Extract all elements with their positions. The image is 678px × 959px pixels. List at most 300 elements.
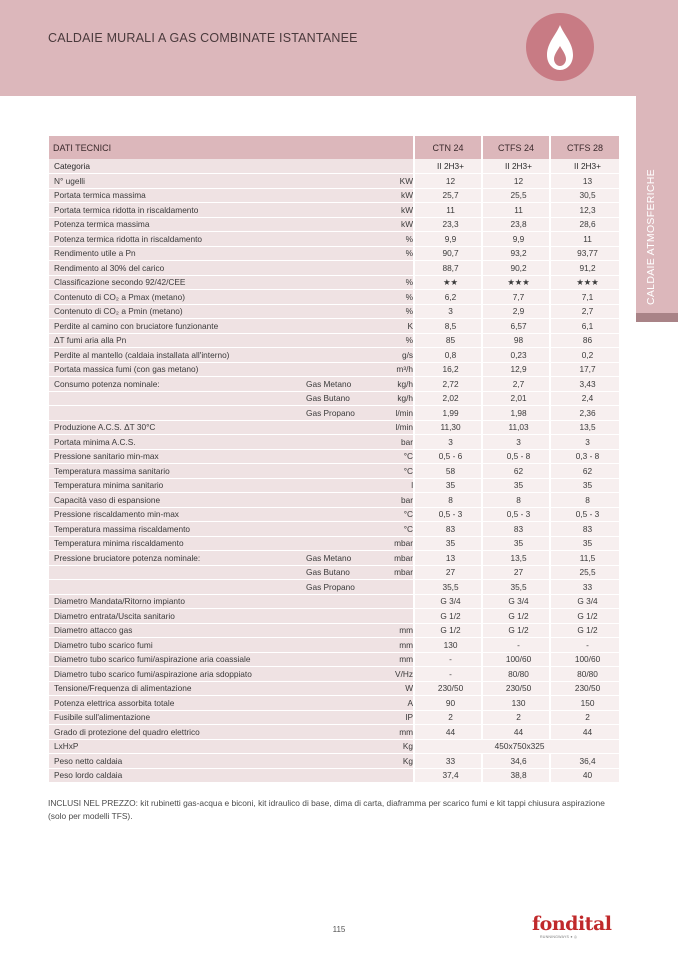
row-label: Contenuto di CO₂ a Pmin (metano) — [49, 304, 301, 319]
table-row — [49, 594, 619, 609]
row-value: G 1/2 — [414, 609, 482, 624]
row-value: 35,5 — [414, 580, 482, 595]
row-label: Diametro tubo scarico fumi/aspirazione aria sdoppiato — [49, 667, 301, 682]
table-row — [49, 203, 619, 218]
row-value: 0,8 — [414, 348, 482, 363]
row-unit: bar — [365, 435, 414, 450]
row-label: Temperatura minima riscaldamento — [49, 536, 301, 551]
row-value: 2 — [414, 710, 482, 725]
row-sublabel — [301, 232, 365, 247]
row-sublabel — [301, 754, 365, 769]
table-body — [49, 159, 619, 783]
row-value: 35 — [414, 478, 482, 493]
row-value: 44 — [482, 725, 550, 740]
page-number: 115 — [332, 925, 346, 934]
table-row — [49, 754, 619, 769]
table-row — [49, 638, 619, 653]
row-value: G 1/2 — [550, 609, 619, 624]
brand-tagline: RUNNINGWAYS ● ◎ — [540, 935, 578, 939]
row-unit: % — [365, 304, 414, 319]
row-value: 90 — [414, 696, 482, 711]
row-value: 8 — [550, 493, 619, 508]
row-value: 27 — [482, 565, 550, 580]
row-value: 3 — [414, 435, 482, 450]
table-row — [49, 623, 619, 638]
row-value: 33 — [550, 580, 619, 595]
row-sublabel: Gas Propano — [301, 580, 365, 595]
row-value: 93,2 — [482, 246, 550, 261]
row-value: 27 — [414, 565, 482, 580]
table-row — [49, 565, 619, 580]
row-sublabel — [301, 348, 365, 363]
row-unit: °C — [365, 522, 414, 537]
row-value: 25,5 — [550, 565, 619, 580]
row-label: Grado di protezione del quadro elettrico — [49, 725, 301, 740]
row-value: 35 — [550, 478, 619, 493]
row-value: 1,99 — [414, 406, 482, 421]
row-unit: % — [365, 246, 414, 261]
row-label: Contenuto di CO₂ a Pmax (metano) — [49, 290, 301, 305]
row-value: 13 — [550, 174, 619, 189]
row-label: Pressione sanitario min-max — [49, 449, 301, 464]
table-row — [49, 435, 619, 450]
table-row — [49, 304, 619, 319]
row-unit: °C — [365, 464, 414, 479]
row-value: 11,5 — [550, 551, 619, 566]
row-sublabel — [301, 681, 365, 696]
row-unit: mm — [365, 623, 414, 638]
row-sublabel — [301, 362, 365, 377]
row-value: 11,30 — [414, 420, 482, 435]
row-value: ★★★ — [482, 275, 550, 290]
row-sublabel — [301, 203, 365, 218]
row-unit: Kg — [365, 739, 414, 754]
row-label — [49, 580, 301, 595]
row-label: Peso netto caldaia — [49, 754, 301, 769]
row-label: Potenza termica ridotta in riscaldamento — [49, 232, 301, 247]
table-row — [49, 739, 619, 754]
row-sublabel — [301, 536, 365, 551]
table-row — [49, 449, 619, 464]
row-unit: l/min — [365, 420, 414, 435]
row-sublabel — [301, 188, 365, 203]
row-value: 2 — [482, 710, 550, 725]
table-row — [49, 667, 619, 682]
row-value: 12,3 — [550, 203, 619, 218]
row-value: - — [414, 667, 482, 682]
row-unit: mbar — [365, 565, 414, 580]
table-header-row — [49, 136, 619, 159]
row-label: Perdite al mantello (caldaia installata all'interno) — [49, 348, 301, 363]
row-sublabel — [301, 420, 365, 435]
row-value: 12 — [482, 174, 550, 189]
row-value: 25,5 — [482, 188, 550, 203]
row-sublabel — [301, 493, 365, 508]
row-label: Rendimento al 30% del carico — [49, 261, 301, 276]
row-unit: kW — [365, 217, 414, 232]
table-row — [49, 217, 619, 232]
row-label: ΔT fumi aria alla Pn — [49, 333, 301, 348]
row-label: Diametro tubo scarico fumi — [49, 638, 301, 653]
row-value: 62 — [482, 464, 550, 479]
row-value: 35,5 — [482, 580, 550, 595]
row-value: 16,2 — [414, 362, 482, 377]
model-header: CTN 24 — [414, 136, 482, 159]
row-value: 80/80 — [550, 667, 619, 682]
row-value: 13,5 — [550, 420, 619, 435]
row-label: Diametro attacco gas — [49, 623, 301, 638]
row-value: 83 — [482, 522, 550, 537]
row-value: 91,2 — [550, 261, 619, 276]
row-label: Pressione riscaldamento min-max — [49, 507, 301, 522]
included-note: INCLUSI NEL PREZZO: kit rubinetti gas-acqua e biconi, kit idraulico di base, dima di carta, diaframma per scarico fumi e kit tappi chiusura aspirazione (solo per modelli TFS). — [48, 798, 605, 821]
row-sublabel — [301, 667, 365, 682]
row-sublabel — [301, 304, 365, 319]
row-value: II 2H3+ — [550, 159, 619, 174]
row-unit: bar — [365, 493, 414, 508]
row-unit: kg/h — [365, 377, 414, 392]
row-unit: kg/h — [365, 391, 414, 406]
table-row — [49, 362, 619, 377]
row-value: 12,9 — [482, 362, 550, 377]
row-value: 7,1 — [550, 290, 619, 305]
row-sublabel — [301, 638, 365, 653]
row-unit — [365, 159, 414, 174]
table-row — [49, 507, 619, 522]
row-value: 6,1 — [550, 319, 619, 334]
page-title: CALDAIE MURALI A GAS COMBINATE ISTANTANEE — [48, 31, 358, 45]
row-sublabel — [301, 449, 365, 464]
row-value: 7,7 — [482, 290, 550, 305]
row-sublabel — [301, 696, 365, 711]
row-value: 130 — [482, 696, 550, 711]
row-sublabel: Gas Metano — [301, 551, 365, 566]
row-unit: °C — [365, 449, 414, 464]
row-value: G 1/2 — [414, 623, 482, 638]
page-header — [0, 0, 678, 96]
row-sublabel — [301, 623, 365, 638]
table-row — [49, 580, 619, 595]
row-unit: % — [365, 232, 414, 247]
row-value: 0,5 - 6 — [414, 449, 482, 464]
row-label: Categoria — [49, 159, 301, 174]
row-value: ★★ — [414, 275, 482, 290]
row-value: 44 — [414, 725, 482, 740]
row-value: 100/60 — [550, 652, 619, 667]
table-row — [49, 522, 619, 537]
row-value: 8 — [482, 493, 550, 508]
row-value: 100/60 — [482, 652, 550, 667]
table-row — [49, 478, 619, 493]
row-value: G 1/2 — [482, 609, 550, 624]
row-value: 0,5 - 3 — [550, 507, 619, 522]
row-value: 3 — [414, 304, 482, 319]
row-value: G 1/2 — [482, 623, 550, 638]
row-sublabel — [301, 594, 365, 609]
row-value: 35 — [482, 536, 550, 551]
row-value: 90,2 — [482, 261, 550, 276]
row-label: LxHxP — [49, 739, 301, 754]
row-sublabel — [301, 435, 365, 450]
row-unit: K — [365, 319, 414, 334]
table-row — [49, 348, 619, 363]
row-value: 36,4 — [550, 754, 619, 769]
row-sublabel — [301, 710, 365, 725]
table-row — [49, 551, 619, 566]
row-value: 8 — [414, 493, 482, 508]
row-label: Temperatura massima sanitario — [49, 464, 301, 479]
row-value: - — [550, 638, 619, 653]
row-unit: kW — [365, 188, 414, 203]
row-unit — [365, 580, 414, 595]
row-unit: m³/h — [365, 362, 414, 377]
row-value: 2 — [550, 710, 619, 725]
row-label: Tensione/Frequenza di alimentazione — [49, 681, 301, 696]
model-header: CTFS 24 — [482, 136, 550, 159]
row-sublabel: Gas Butano — [301, 391, 365, 406]
technical-data-table — [49, 136, 619, 783]
row-value: 2,01 — [482, 391, 550, 406]
row-value: 13,5 — [482, 551, 550, 566]
row-sublabel — [301, 217, 365, 232]
row-value: G 1/2 — [550, 623, 619, 638]
row-sublabel — [301, 522, 365, 537]
row-unit: A — [365, 696, 414, 711]
row-value: 35 — [482, 478, 550, 493]
row-value: 0,5 - 3 — [482, 507, 550, 522]
row-value: 3 — [482, 435, 550, 450]
row-unit: V/Hz — [365, 667, 414, 682]
table-row — [49, 406, 619, 421]
row-value: 230/50 — [482, 681, 550, 696]
table-row — [49, 609, 619, 624]
row-unit: % — [365, 275, 414, 290]
row-value: 98 — [482, 333, 550, 348]
row-value: 62 — [550, 464, 619, 479]
row-value: 2,7 — [550, 304, 619, 319]
row-sublabel: Gas Metano — [301, 377, 365, 392]
row-label: Perdite al camino con bruciatore funzionante — [49, 319, 301, 334]
row-label: Capacità vaso di espansione — [49, 493, 301, 508]
row-unit — [365, 261, 414, 276]
row-value: 6,57 — [482, 319, 550, 334]
row-value: 3,43 — [550, 377, 619, 392]
row-unit: IP — [365, 710, 414, 725]
row-unit: g/s — [365, 348, 414, 363]
row-value: 83 — [414, 522, 482, 537]
row-unit: l/min — [365, 406, 414, 421]
row-unit: mm — [365, 638, 414, 653]
row-value: 93,77 — [550, 246, 619, 261]
side-tab — [636, 96, 678, 314]
row-sublabel — [301, 246, 365, 261]
row-sublabel — [301, 174, 365, 189]
row-label: Temperatura massima riscaldamento — [49, 522, 301, 537]
row-value: 11 — [550, 232, 619, 247]
row-value: 58 — [414, 464, 482, 479]
row-sublabel — [301, 725, 365, 740]
row-label: Diametro entrata/Uscita sanitario — [49, 609, 301, 624]
row-sublabel: Gas Butano — [301, 565, 365, 580]
row-value: 230/50 — [550, 681, 619, 696]
row-value: 2,7 — [482, 377, 550, 392]
row-label: N° ugelli — [49, 174, 301, 189]
row-value: 90,7 — [414, 246, 482, 261]
row-value: - — [482, 638, 550, 653]
row-value: 1,98 — [482, 406, 550, 421]
row-label — [49, 406, 301, 421]
row-value: 35 — [414, 536, 482, 551]
row-label: Portata minima A.C.S. — [49, 435, 301, 450]
table-row — [49, 464, 619, 479]
row-unit — [365, 768, 414, 783]
row-value: 88,7 — [414, 261, 482, 276]
row-value: 9,9 — [482, 232, 550, 247]
table-row — [49, 391, 619, 406]
row-label: Fusibile sull'alimentazione — [49, 710, 301, 725]
row-value: 80/80 — [482, 667, 550, 682]
row-label: Potenza termica massima — [49, 217, 301, 232]
row-sublabel — [301, 261, 365, 276]
row-label: Portata termica ridotta in riscaldamento — [49, 203, 301, 218]
row-value: 34,6 — [482, 754, 550, 769]
row-value: 0,5 - 3 — [414, 507, 482, 522]
row-label: Pressione bruciatore potenza nominale: — [49, 551, 301, 566]
row-value: 2,02 — [414, 391, 482, 406]
row-value: 0,23 — [482, 348, 550, 363]
row-sublabel — [301, 275, 365, 290]
row-label: Rendimento utile a Pn — [49, 246, 301, 261]
row-value: G 3/4 — [482, 594, 550, 609]
row-value: 38,8 — [482, 768, 550, 783]
row-value: 2,9 — [482, 304, 550, 319]
table-row — [49, 275, 619, 290]
row-value: 8,5 — [414, 319, 482, 334]
row-value: 11 — [482, 203, 550, 218]
row-value: 33 — [414, 754, 482, 769]
table-row — [49, 652, 619, 667]
row-label: Diametro tubo scarico fumi/aspirazione aria coassiale — [49, 652, 301, 667]
row-unit: KW — [365, 174, 414, 189]
row-sublabel — [301, 507, 365, 522]
table-row — [49, 681, 619, 696]
flame-icon — [526, 13, 594, 81]
row-label — [49, 565, 301, 580]
row-value: 13 — [414, 551, 482, 566]
row-unit: kW — [365, 203, 414, 218]
row-value: 2,36 — [550, 406, 619, 421]
row-value: ★★★ — [550, 275, 619, 290]
row-label: Consumo potenza nominale: — [49, 377, 301, 392]
row-sublabel — [301, 464, 365, 479]
table-row — [49, 246, 619, 261]
table-row — [49, 377, 619, 392]
row-label: Potenza elettrica assorbita totale — [49, 696, 301, 711]
row-sublabel — [301, 290, 365, 305]
row-sublabel — [301, 768, 365, 783]
row-sublabel — [301, 319, 365, 334]
row-value: 17,7 — [550, 362, 619, 377]
row-value: 30,5 — [550, 188, 619, 203]
row-value: 230/50 — [414, 681, 482, 696]
side-tab-label: CALDAIE ATMOSFERICHE — [645, 169, 657, 305]
row-value: 2,72 — [414, 377, 482, 392]
row-unit: mm — [365, 652, 414, 667]
row-value: II 2H3+ — [414, 159, 482, 174]
table-row — [49, 159, 619, 174]
table-row — [49, 174, 619, 189]
row-value: 11,03 — [482, 420, 550, 435]
row-value: 28,6 — [550, 217, 619, 232]
model-header: CTFS 28 — [550, 136, 619, 159]
row-sublabel: Gas Propano — [301, 406, 365, 421]
row-label: Portata massica fumi (con gas metano) — [49, 362, 301, 377]
row-sublabel — [301, 159, 365, 174]
table-row — [49, 188, 619, 203]
row-value: 86 — [550, 333, 619, 348]
row-value: 85 — [414, 333, 482, 348]
row-unit: °C — [365, 507, 414, 522]
table-row — [49, 290, 619, 305]
row-unit — [365, 594, 414, 609]
row-value: 6,2 — [414, 290, 482, 305]
row-label: Temperatura minima sanitario — [49, 478, 301, 493]
row-value: 0,3 - 8 — [550, 449, 619, 464]
row-value: 12 — [414, 174, 482, 189]
row-unit: % — [365, 333, 414, 348]
row-value: 23,3 — [414, 217, 482, 232]
row-value: 3 — [550, 435, 619, 450]
row-label: Diametro Mandata/Ritorno impianto — [49, 594, 301, 609]
table-row — [49, 725, 619, 740]
row-value: 44 — [550, 725, 619, 740]
table-row — [49, 493, 619, 508]
row-value: 150 — [550, 696, 619, 711]
row-label: Classificazione secondo 92/42/CEE — [49, 275, 301, 290]
table-row — [49, 333, 619, 348]
row-sublabel — [301, 652, 365, 667]
table-row — [49, 319, 619, 334]
row-unit: Kg — [365, 754, 414, 769]
table-row — [49, 536, 619, 551]
row-value: 450x750x325 — [414, 739, 619, 754]
row-value: 25,7 — [414, 188, 482, 203]
row-unit: W — [365, 681, 414, 696]
table-row — [49, 768, 619, 783]
row-unit: l — [365, 478, 414, 493]
row-value: 130 — [414, 638, 482, 653]
row-value: 37,4 — [414, 768, 482, 783]
row-unit: % — [365, 290, 414, 305]
row-unit: mm — [365, 725, 414, 740]
table-row — [49, 420, 619, 435]
row-sublabel — [301, 333, 365, 348]
flame-badge — [526, 13, 594, 81]
row-unit: mbar — [365, 551, 414, 566]
row-unit: mbar — [365, 536, 414, 551]
row-label: Produzione A.C.S. ΔT 30°C — [49, 420, 301, 435]
table-header-label: DATI TECNICI — [49, 136, 414, 159]
row-value: 11 — [414, 203, 482, 218]
row-value: 23,8 — [482, 217, 550, 232]
row-label — [49, 391, 301, 406]
row-value: - — [414, 652, 482, 667]
side-tab-accent — [636, 313, 678, 322]
table-row — [49, 710, 619, 725]
row-value: II 2H3+ — [482, 159, 550, 174]
row-sublabel — [301, 478, 365, 493]
row-value: 35 — [550, 536, 619, 551]
